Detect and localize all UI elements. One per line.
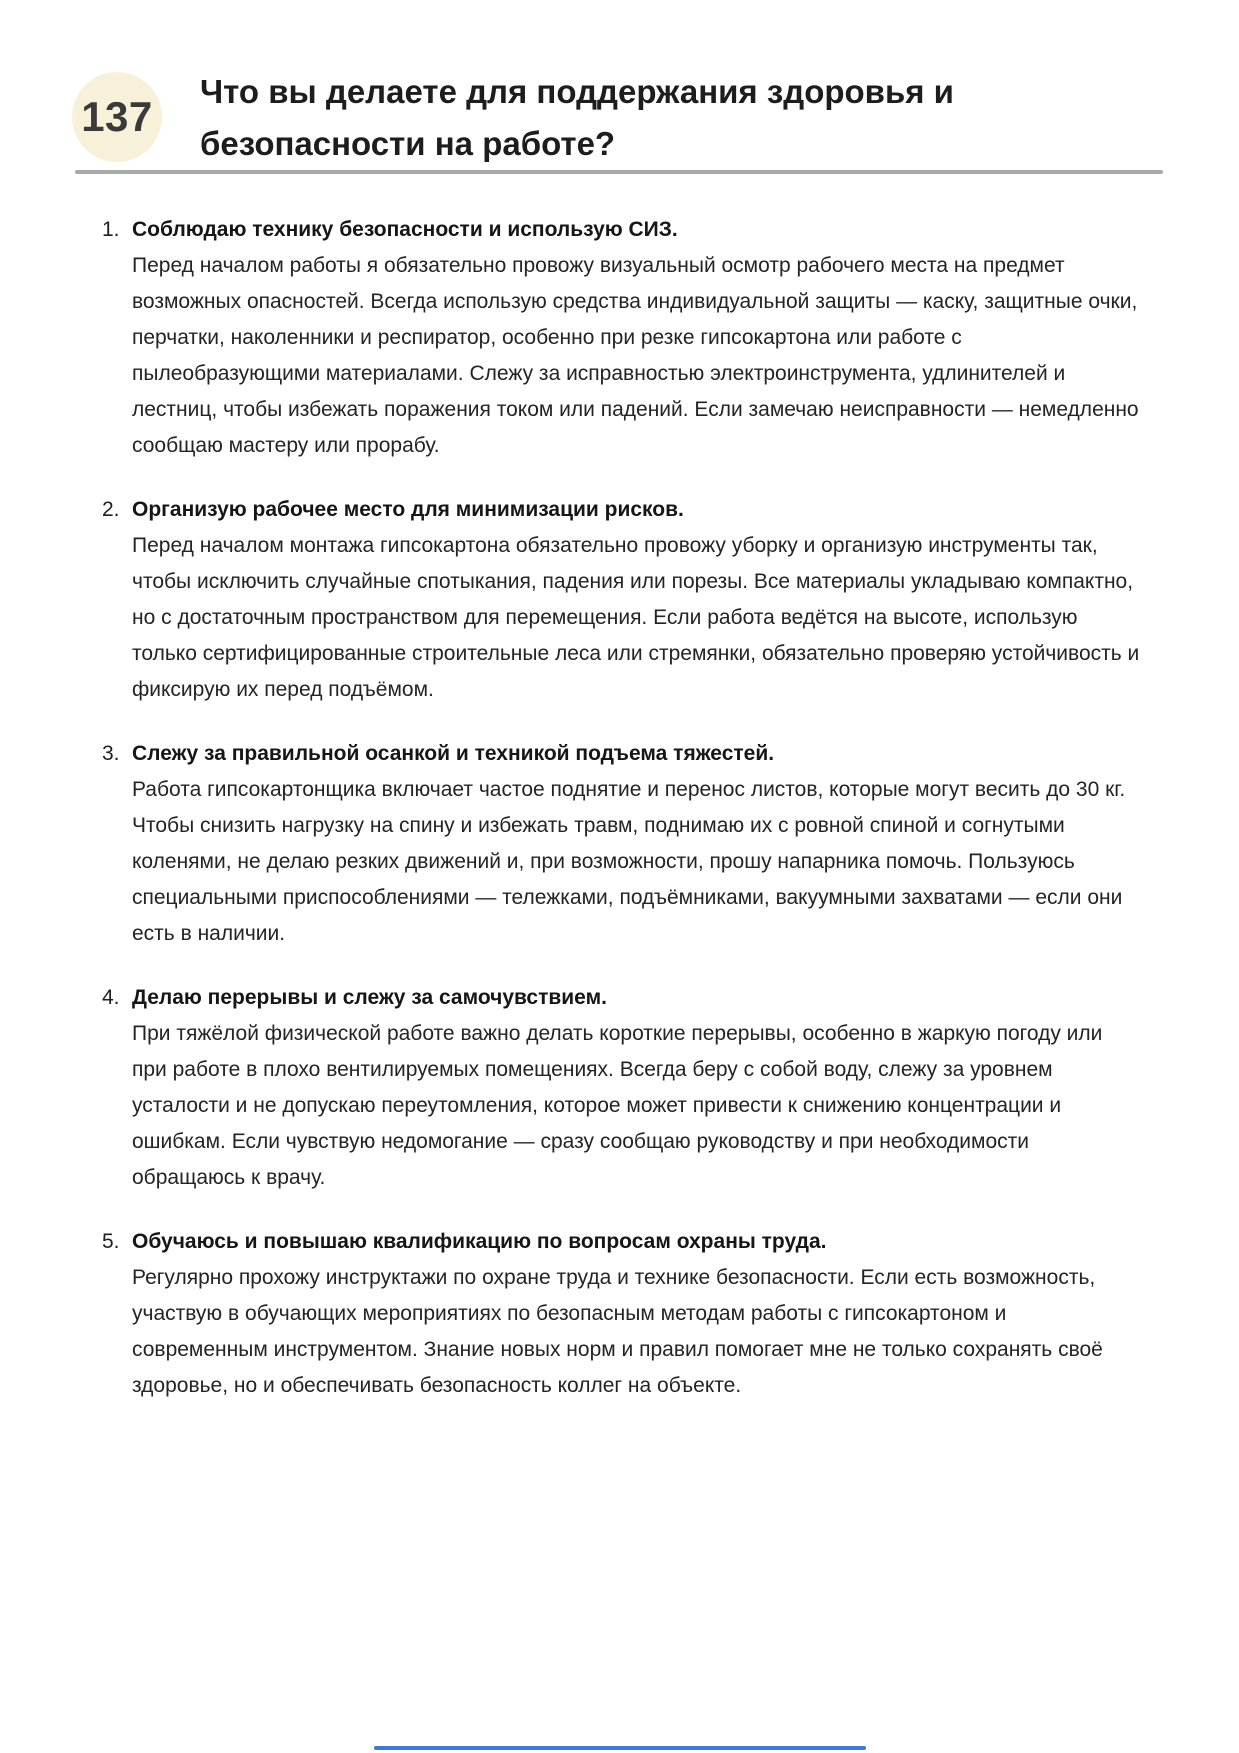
list-item-number: 4. bbox=[102, 986, 120, 1009]
page-title-line-2: безопасности на работе? bbox=[200, 125, 616, 162]
page-title bbox=[200, 64, 954, 170]
answer-list bbox=[102, 212, 1142, 1432]
list-item-content bbox=[132, 492, 1140, 708]
list-item-body: Регулярно прохожу инструктажи по охране труда и технике безопасности. Если есть возможность, участвую в обучающих мероприятиях по безопасным методам работы с гипсокартоном и современным инструментом. Знание новых норм и правил помогает мне не только сохранять своё здоровье, но и обеспечивать безопасность коллег на объекте. bbox=[132, 1266, 1103, 1397]
list-item-body: Работа гипсокартонщика включает частое поднятие и перенос листов, которые могут весить до 30 кг. Чтобы снизить нагрузку на спину и избежать травм, поднимаю их с ровной спиной и согнутыми коленями, не делаю резких движений и, при возможности, прошу напарника помочь. Пользуюсь специальными приспособлениями — тележками, подъёмниками, вакуумными захватами — если они есть в наличии. bbox=[132, 778, 1126, 945]
list-item-content bbox=[132, 736, 1140, 952]
list-item-number: 1. bbox=[102, 218, 120, 241]
page-title-line-1: Что вы делаете для поддержания здоровья и bbox=[200, 73, 954, 110]
header-divider bbox=[75, 170, 1163, 174]
question-number-badge bbox=[72, 72, 162, 162]
list-item-number: 5. bbox=[102, 1230, 120, 1253]
list-item-heading: Делаю перерывы и слежу за самочувствием. bbox=[132, 986, 607, 1009]
list-item-heading: Соблюдаю технику безопасности и использую СИЗ. bbox=[132, 218, 678, 241]
list-item-body: Перед началом работы я обязательно провожу визуальный осмотр рабочего места на предмет возможных опасностей. Всегда использую средства индивидуальной защиты — каску, защитные очки, перчатки, наколенники и респиратор, особенно при резке гипсокартона или работе с пылеобразующими материалами. Слежу за исправностью электроинструмента, удлинителей и лестниц, чтобы избежать поражения током или падений. Если замечаю неисправности — немедленно сообщаю мастеру или прорабу. bbox=[132, 254, 1139, 457]
list-item-number: 3. bbox=[102, 742, 120, 765]
list-item bbox=[102, 212, 1142, 464]
list-item bbox=[102, 980, 1142, 1196]
list-item bbox=[102, 1224, 1142, 1404]
question-header bbox=[72, 64, 1161, 170]
list-item-heading: Организую рабочее место для минимизации рисков. bbox=[132, 498, 684, 521]
footer-accent-line bbox=[374, 1746, 866, 1750]
list-item-content bbox=[132, 212, 1140, 464]
list-item-heading: Обучаюсь и повышаю квалификацию по вопросам охраны труда. bbox=[132, 1230, 827, 1253]
list-item bbox=[102, 736, 1142, 952]
list-item-number: 2. bbox=[102, 498, 120, 521]
list-item-body: Перед началом монтажа гипсокартона обязательно провожу уборку и организую инструменты так, чтобы исключить случайные спотыкания, падения или порезы. Все материалы укладываю компактно, но с достаточным пространством для перемещения. Если работа ведётся на высоте, использую только сертифицированные строительные леса или стремянки, обязательно проверяю устойчивость и фиксирую их перед подъёмом. bbox=[132, 534, 1140, 701]
list-item bbox=[102, 492, 1142, 708]
list-item-content bbox=[132, 1224, 1140, 1404]
list-item-content bbox=[132, 980, 1140, 1196]
list-item-heading: Слежу за правильной осанкой и техникой подъема тяжестей. bbox=[132, 742, 775, 765]
list-item-body: При тяжёлой физической работе важно делать короткие перерывы, особенно в жаркую погоду или при работе в плохо вентилируемых помещениях. Всегда беру с собой воду, слежу за уровнем усталости и не допускаю переутомления, которое может привести к снижению концентрации и ошибкам. Если чувствую недомогание — сразу сообщаю руководству и при необходимости обращаюсь к врачу. bbox=[132, 1022, 1103, 1189]
question-number: 137 bbox=[81, 93, 153, 140]
